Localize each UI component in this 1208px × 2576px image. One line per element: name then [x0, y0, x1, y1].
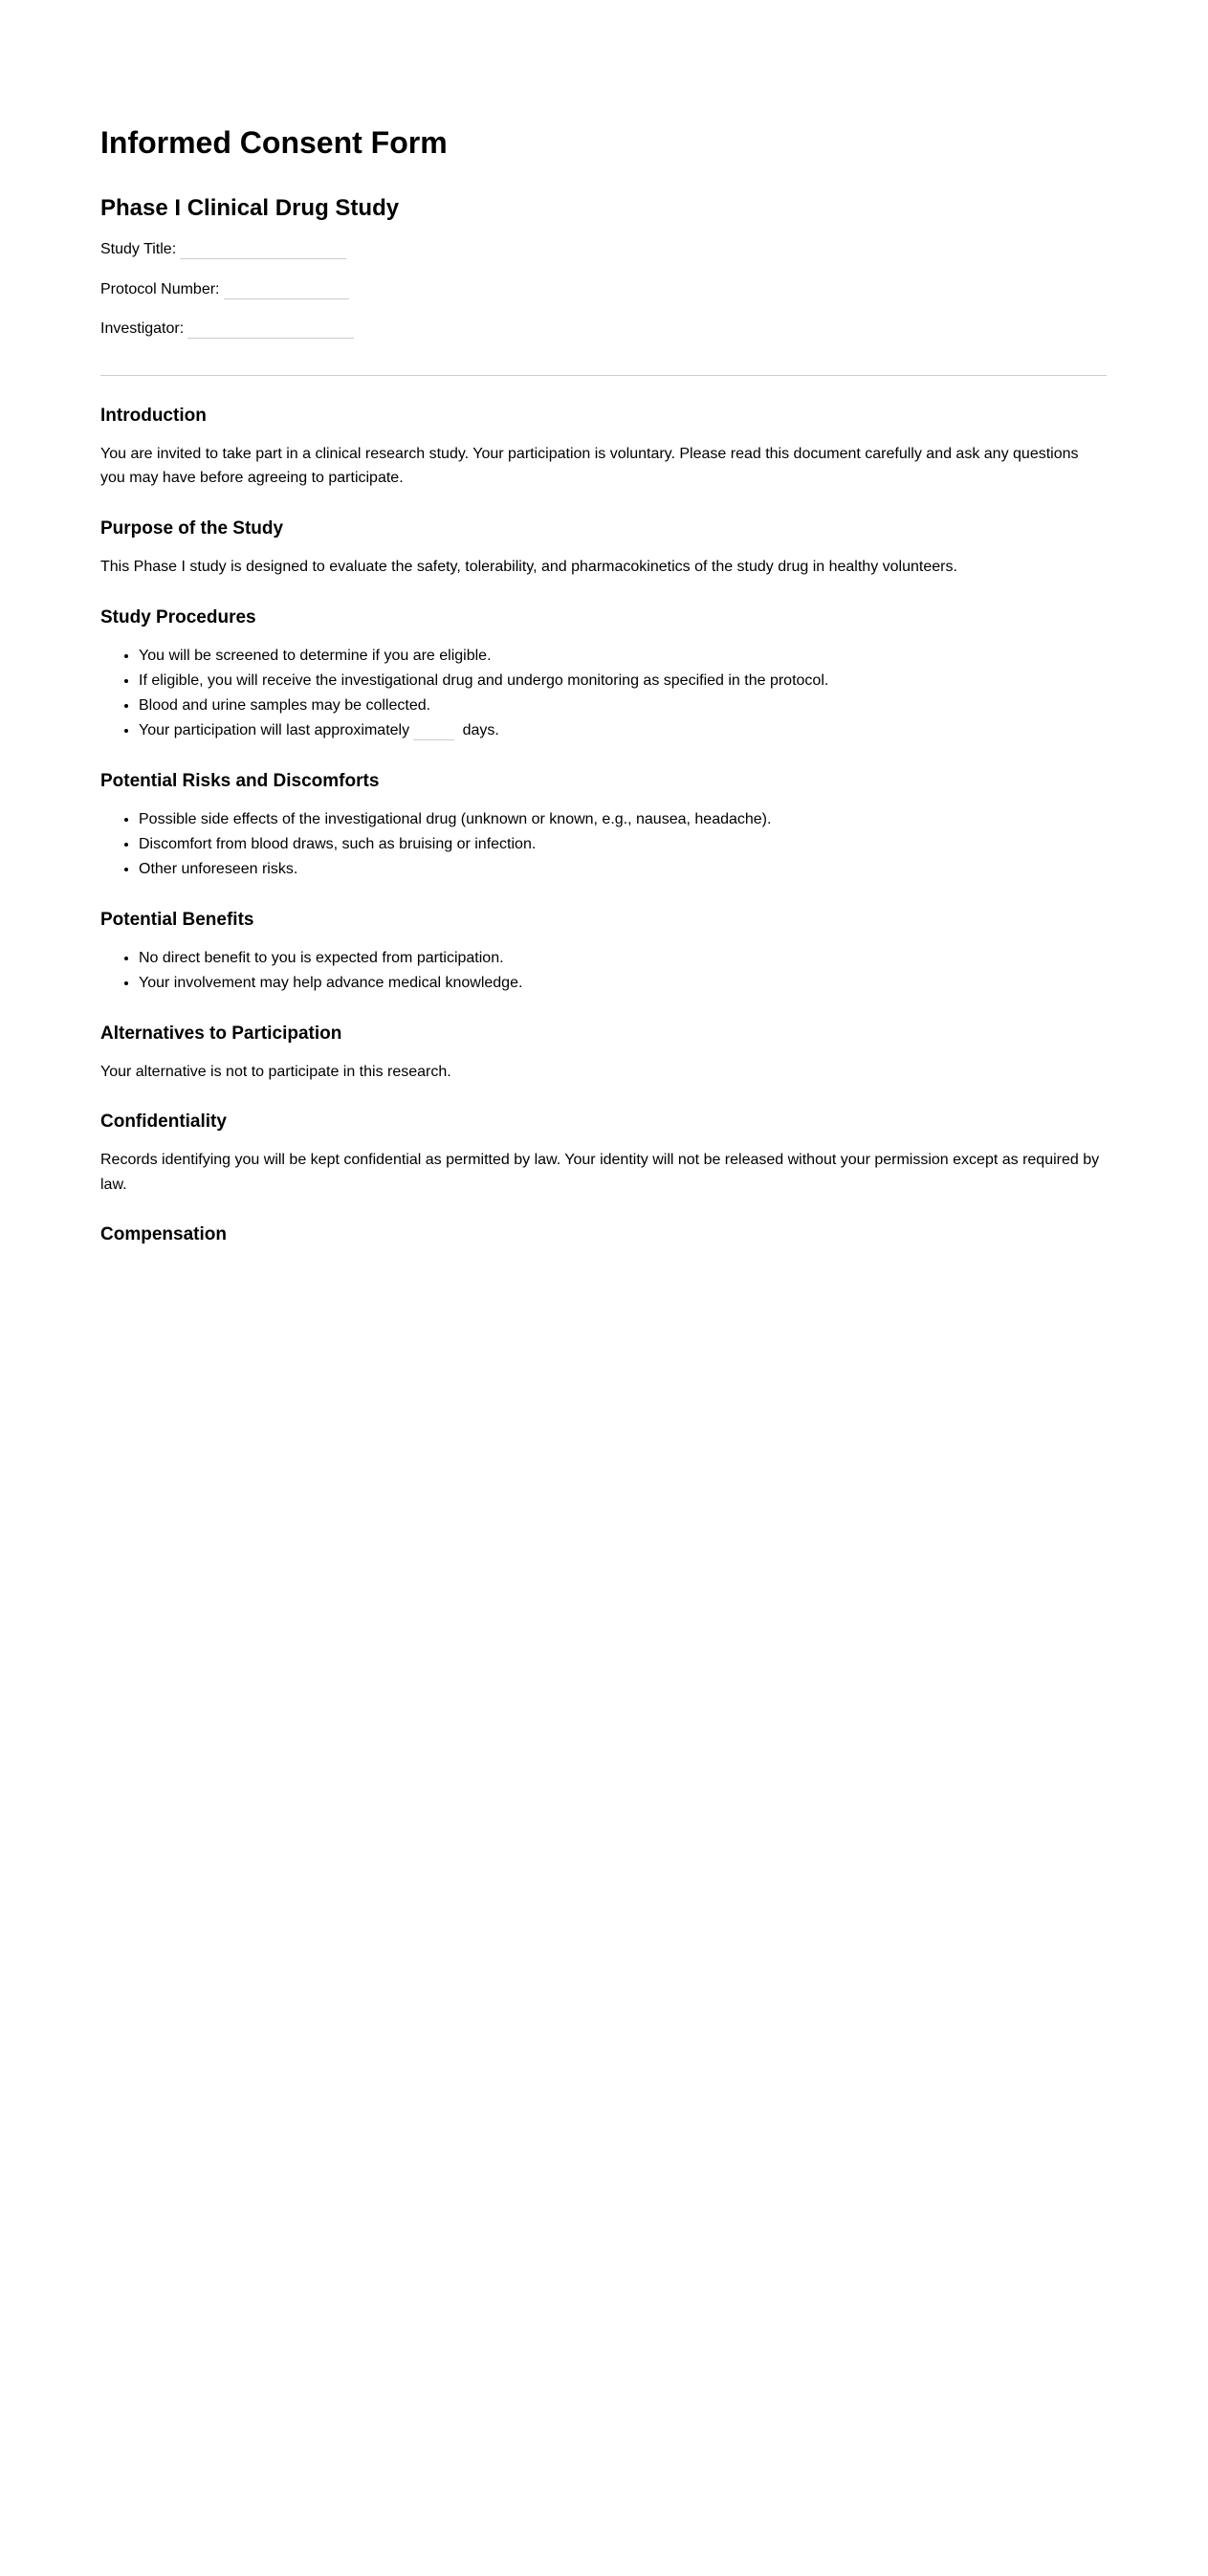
field-label: Study Title:: [100, 241, 177, 257]
divider: [100, 375, 1107, 376]
section-heading-procedures: Study Procedures: [100, 606, 256, 627]
list-item: • If eligible, you will receive the investigational drug and undergo monitoring as specified in the protocol.: [139, 669, 1107, 694]
section-heading-risks: Potential Risks and Discomforts: [100, 770, 380, 791]
duration-prefix: Your participation will last approximately: [139, 721, 410, 738]
list-item: • Other unforeseen risks.: [139, 857, 1107, 882]
purpose-text: This Phase I study is designed to evaluate the safety, tolerability, and pharmacokinetics of the study drug in healthy volunteers.: [100, 558, 957, 575]
page-title: Informed Consent Form: [100, 125, 448, 160]
introduction-text: You are invited to take part in a clinical research study. Your participation is voluntary. Please read this document carefully and ask any questions you may have before agreeing to participate.: [100, 445, 1079, 487]
section-heading-purpose: Purpose of the Study: [100, 517, 284, 539]
protocol-number-field: [100, 277, 1107, 302]
alternatives-text: Your alternative is not to participate in this research.: [100, 1063, 451, 1080]
list-item: • Discomfort from blood draws, such as bruising or infection.: [139, 832, 1107, 857]
field-label: Protocol Number:: [100, 280, 220, 297]
list-item: • Possible side effects of the investigational drug (unknown or known, e.g., nausea, headache).: [139, 807, 1107, 832]
section-heading-benefits: Potential Benefits: [100, 909, 254, 930]
protocol-number-input[interactable]: [224, 279, 349, 299]
study-title-input[interactable]: [180, 239, 346, 259]
list-item: [139, 718, 1107, 743]
list-item: • Your involvement may help advance medical knowledge.: [139, 971, 1107, 996]
section-heading-confidentiality: Confidentiality: [100, 1112, 227, 1133]
duration-days-input[interactable]: [413, 720, 454, 740]
section-heading-compensation: Compensation: [100, 1224, 227, 1245]
duration-suffix: days.: [462, 721, 499, 738]
page-subtitle: Phase I Clinical Drug Study: [100, 195, 400, 221]
procedures-list: [100, 644, 1107, 743]
confidentiality-text: Records identifying you will be kept confidential as permitted by law. Your identity will not be released without your permission except as required by law.: [100, 1152, 1100, 1193]
section-heading-introduction: Introduction: [100, 405, 207, 426]
benefits-list: [100, 946, 1107, 996]
list-item: • No direct benefit to you is expected from participation.: [139, 946, 1107, 971]
section-heading-alternatives: Alternatives to Participation: [100, 1023, 342, 1044]
list-item: • You will be screened to determine if you are eligible.: [139, 644, 1107, 669]
consent-form: [100, 124, 1107, 1261]
investigator-field: [100, 317, 1107, 341]
study-title-field: [100, 237, 1107, 262]
investigator-input[interactable]: [187, 319, 354, 339]
risks-list: [100, 807, 1107, 882]
field-label: Investigator:: [100, 320, 185, 338]
list-item: • Blood and urine samples may be collected.: [139, 694, 1107, 718]
